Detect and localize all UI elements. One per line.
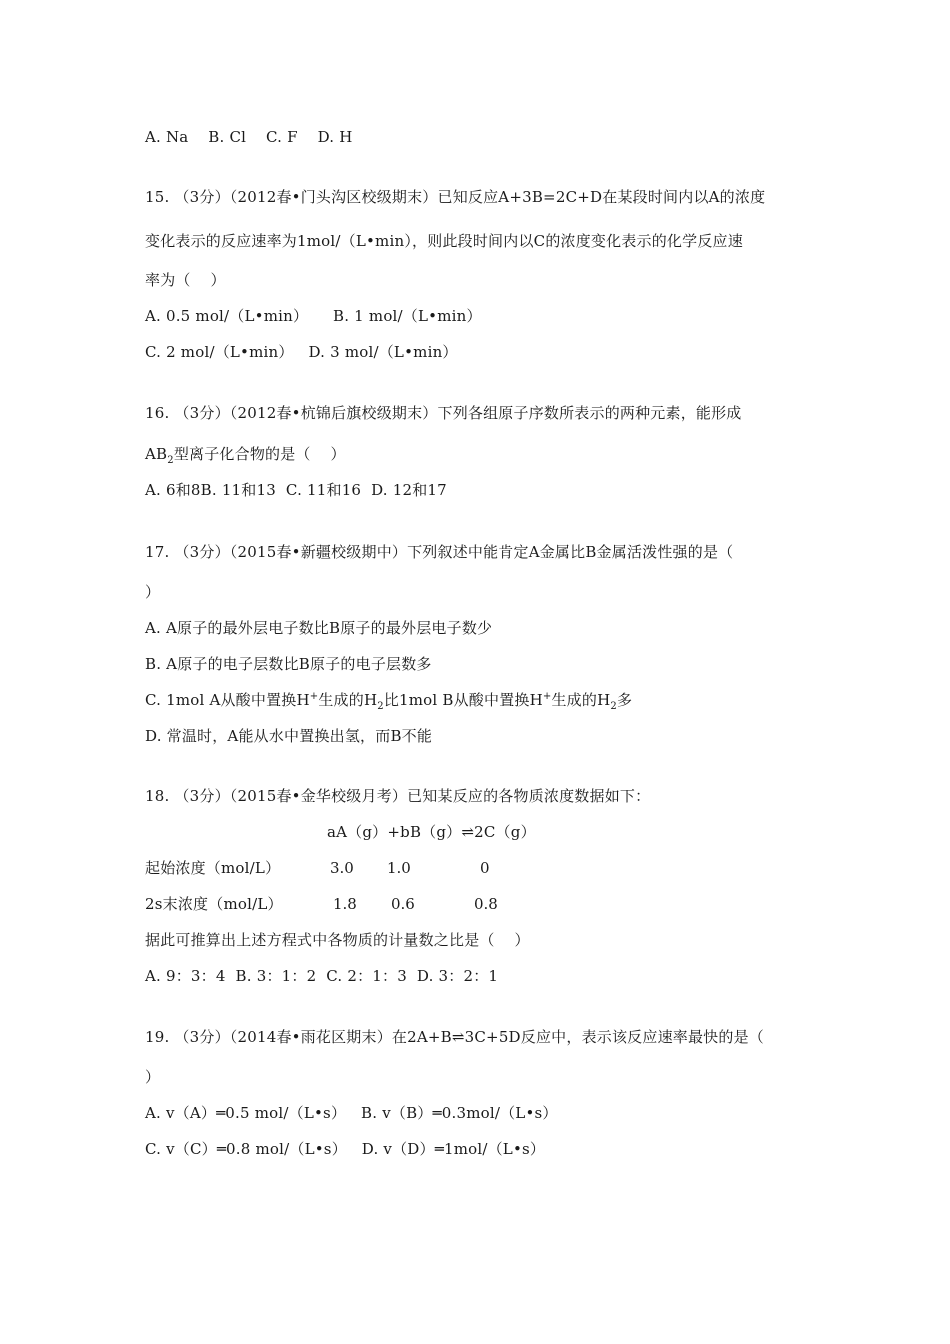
q18-row1-value-a: 3.0 xyxy=(330,859,354,877)
q19-options-line1: A. v（A）═0.5 mol/（L•s） B. v（B）═0.3mol/（L•s） xyxy=(145,1104,558,1122)
q17-option-c: C. 1mol A从酸中置换H+生成的$H_2$比1mol B从酸中置换H+生成的$H_2$多 xyxy=(145,691,633,712)
q15-options-line1: A. 0.5 mol/（L•min） B. 1 mol/（L•min） xyxy=(145,307,482,325)
q14-options: A. Na B. Cl C. F D. H xyxy=(145,128,353,146)
q18-row2-label: 2s末浓度（mol/L） xyxy=(145,895,283,913)
q18-row2-value-b: 0.6 xyxy=(391,895,415,913)
q17-stem-line2: ） xyxy=(145,583,161,601)
q18-options: A. 9：3：4 B. 3：1：2 C. 2：1：3 D. 3：2：1 xyxy=(145,967,499,985)
q18-row1-value-c: 0 xyxy=(480,859,490,877)
q17-stem-line1: 17. （3分）（2015春•新疆校级期中）下列叙述中能肯定A金属比B金属活泼性强的是（ xyxy=(145,543,734,561)
q18-equation: aA（g）+bB（g）⇌2C（g） xyxy=(327,823,536,841)
q15-options-line2: C. 2 mol/（L•min） D. 3 mol/（L•min） xyxy=(145,343,458,361)
q17-option-a: A. A原子的最外层电子数比B原子的最外层电子数少 xyxy=(145,619,493,637)
q16-options: A. 6和8B. 11和13 C. 11和16 D. 12和17 xyxy=(145,481,447,499)
q18-question: 据此可推算出上述方程式中各物质的计量数之比是（ ） xyxy=(145,931,530,949)
q18-row1-label: 起始浓度（mol/L） xyxy=(145,859,281,877)
q18-row2-value-c: 0.8 xyxy=(474,895,498,913)
q16-stem-line1: 16. （3分）（2012春•杭锦后旗校级期末）下列各组原子序数所表示的两种元素，能形成 xyxy=(145,404,742,422)
q15-stem-line1: 15. （3分）（2012春•门头沟区校级期末）已知反应A+3B=2C+D在某段时间内以A的浓度 xyxy=(145,188,766,206)
q17-option-d: D. 常温时，A能从水中置换出氢，而B不能 xyxy=(145,727,433,745)
q17-option-b: B. A原子的电子层数比B原子的电子层数多 xyxy=(145,655,432,673)
q19-options-line2: C. v（C）═0.8 mol/（L•s） D. v（D）═1mol/（L•s） xyxy=(145,1140,546,1158)
q19-stem-line2: ） xyxy=(145,1068,161,1086)
q19-stem-line1: 19. （3分）（2014春•雨花区期末）在2A+B⇌3C+5D反应中，表示该反应速率最快的是（ xyxy=(145,1028,764,1046)
q15-stem-line2: 变化表示的反应速率为1mol/（L•min），则此段时间内以C的浓度变化表示的化学反应速 xyxy=(145,232,743,250)
q16-stem-line2: $AB_2$型离子化合物的是（ ） xyxy=(145,445,346,466)
q18-stem-line1: 18. （3分）（2015春•金华校级月考）已知某反应的各物质浓度数据如下： xyxy=(145,787,651,805)
q15-stem-line3: 率为（ ） xyxy=(145,271,226,289)
q18-row1-value-b: 1.0 xyxy=(387,859,411,877)
q18-row2-value-a: 1.8 xyxy=(333,895,357,913)
